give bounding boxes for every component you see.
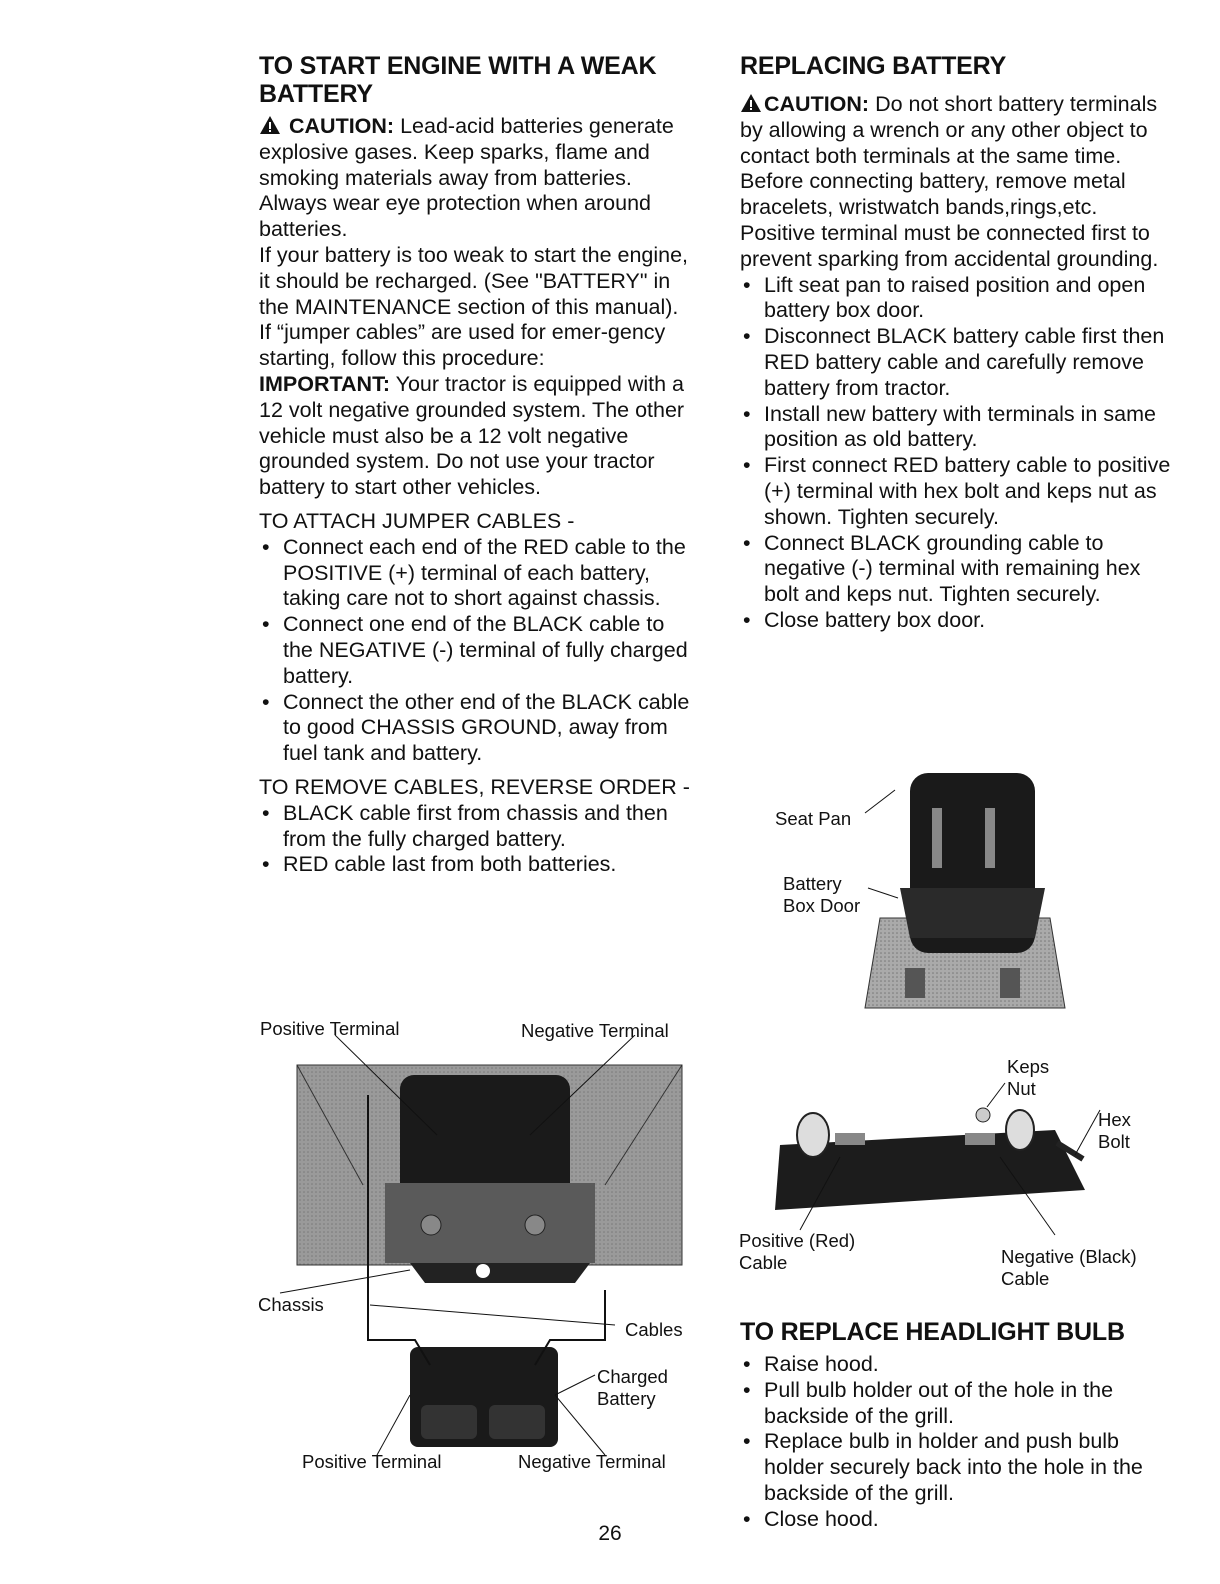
replace-steps xyxy=(740,273,1180,634)
label-cables: Cables xyxy=(625,1319,683,1340)
label-positive-red: Positive (Red) xyxy=(739,1230,856,1251)
jumper-cable-diagram xyxy=(255,1035,700,1475)
headlight-steps xyxy=(740,1352,1180,1533)
list-item: • RED cable last from both batteries. xyxy=(259,852,699,878)
warning-icon xyxy=(740,93,762,113)
left-column xyxy=(259,52,699,878)
label-chassis: Chassis xyxy=(258,1294,324,1315)
label-battery: Battery xyxy=(597,1388,656,1409)
seat-pan-diagram xyxy=(840,768,1080,1018)
page-number: 26 xyxy=(598,1522,622,1545)
list-item: • Disconnect BLACK battery cable first then RED battery cable and carefully remove battery from tractor. xyxy=(740,324,1180,401)
label-bolt: Bolt xyxy=(1098,1131,1130,1152)
list-item: • Lift seat pan to raised position and open battery box door. xyxy=(740,273,1180,325)
label-negative-black: Negative (Black) xyxy=(1001,1246,1137,1267)
important-text: Your tractor is equipped with a 12 volt negative grounded system. The other vehicle must also be a 12 volt negative grounded system. Do not use your tractor battery to start other vehicles. xyxy=(259,371,685,500)
list-item: • Raise hood. xyxy=(740,1352,1180,1378)
list-item: • Connect the other end of the BLACK cable to good CHASSIS GROUND, away from fuel tank and battery. xyxy=(259,690,699,767)
list-item: • Replace bulb in holder and push bulb holder securely back into the hole in the backside of the grill. xyxy=(740,1429,1180,1506)
caution-text: Do not short battery terminals by allowing a wrench or any other object to contact both terminals at the same time. Before connecting battery, remove metal bracelets, wristwatch bands,rings,etc. xyxy=(740,92,1158,220)
weak-battery-title: TO START ENGINE WITH A WEAK BATTERY xyxy=(259,52,657,108)
important-paragraph xyxy=(259,372,699,501)
warning-icon xyxy=(259,115,281,135)
headlight-title: TO REPLACE HEADLIGHT BULB xyxy=(740,1318,1125,1346)
label-negative-cable: Cable xyxy=(1001,1268,1050,1289)
label-negative-terminal-bottom: Negative Terminal xyxy=(518,1451,666,1472)
attach-steps xyxy=(259,535,699,767)
right-column xyxy=(740,52,1180,634)
recharge-paragraph: If your battery is too weak to start the engine, it should be recharged. (See "BATTERY" in the MAINTENANCE section of this manual). xyxy=(259,242,689,319)
positive-first-paragraph: Positive terminal must be connected first to prevent sparking from accidental grounding. xyxy=(740,220,1159,271)
jumper-paragraph: If “jumper cables” are used for emer-gency starting, follow this procedure: xyxy=(259,320,666,371)
label-positive-terminal-top: Positive Terminal xyxy=(260,1018,400,1039)
list-item: • Connect one end of the BLACK cable to the NEGATIVE (-) terminal of fully charged battery. xyxy=(259,612,699,689)
list-item: • Close hood. xyxy=(740,1507,1180,1533)
list-item: • Install new battery with terminals in same position as old battery. xyxy=(740,402,1180,454)
label-negative-terminal-top: Negative Terminal xyxy=(521,1020,669,1041)
label-keps: Keps xyxy=(1007,1056,1050,1077)
attach-heading: TO ATTACH JUMPER CABLES - xyxy=(259,508,575,533)
list-item: • Connect BLACK grounding cable to negative (-) terminal with remaining hex bolt and keps nut. Tighten securely. xyxy=(740,531,1180,608)
list-item: • First connect RED battery cable to positive (+) terminal with hex bolt and keps nut as shown. Tighten securely. xyxy=(740,453,1180,530)
remove-steps xyxy=(259,801,699,878)
list-item: • Close battery box door. xyxy=(740,608,1180,634)
label-positive-cable: Cable xyxy=(739,1252,788,1273)
label-hex: Hex xyxy=(1098,1109,1131,1130)
label-battery-box: Battery xyxy=(783,873,842,894)
label-seat-pan: Seat Pan xyxy=(775,808,852,829)
label-box-door: Box Door xyxy=(783,895,861,916)
terminals-diagram xyxy=(755,1075,1115,1245)
headlight-section xyxy=(740,1318,1180,1533)
label-positive-terminal-bottom: Positive Terminal xyxy=(302,1451,442,1472)
caution-label: CAUTION: xyxy=(764,92,870,116)
caution-text: Lead-acid batteries generate explosive gases. Keep sparks, flame and smoking materials away from batteries. Always wear eye protection when around batteries. xyxy=(259,114,674,242)
label-nut: Nut xyxy=(1007,1078,1036,1099)
list-item: • BLACK cable first from chassis and then from the fully charged battery. xyxy=(259,801,699,853)
caution-label: CAUTION: xyxy=(289,114,395,138)
remove-heading: TO REMOVE CABLES, REVERSE ORDER - xyxy=(259,774,690,799)
label-charged: Charged xyxy=(597,1366,668,1387)
list-item: • Pull bulb holder out of the hole in the backside of the grill. xyxy=(740,1378,1180,1430)
important-label: IMPORTANT: xyxy=(259,371,390,396)
list-item: • Connect each end of the RED cable to the POSITIVE (+) terminal of each battery, taking care not to short against chassis. xyxy=(259,535,699,612)
replacing-caution xyxy=(740,92,1180,221)
replacing-battery-title: REPLACING BATTERY xyxy=(740,52,1007,80)
weak-battery-caution xyxy=(259,114,699,243)
